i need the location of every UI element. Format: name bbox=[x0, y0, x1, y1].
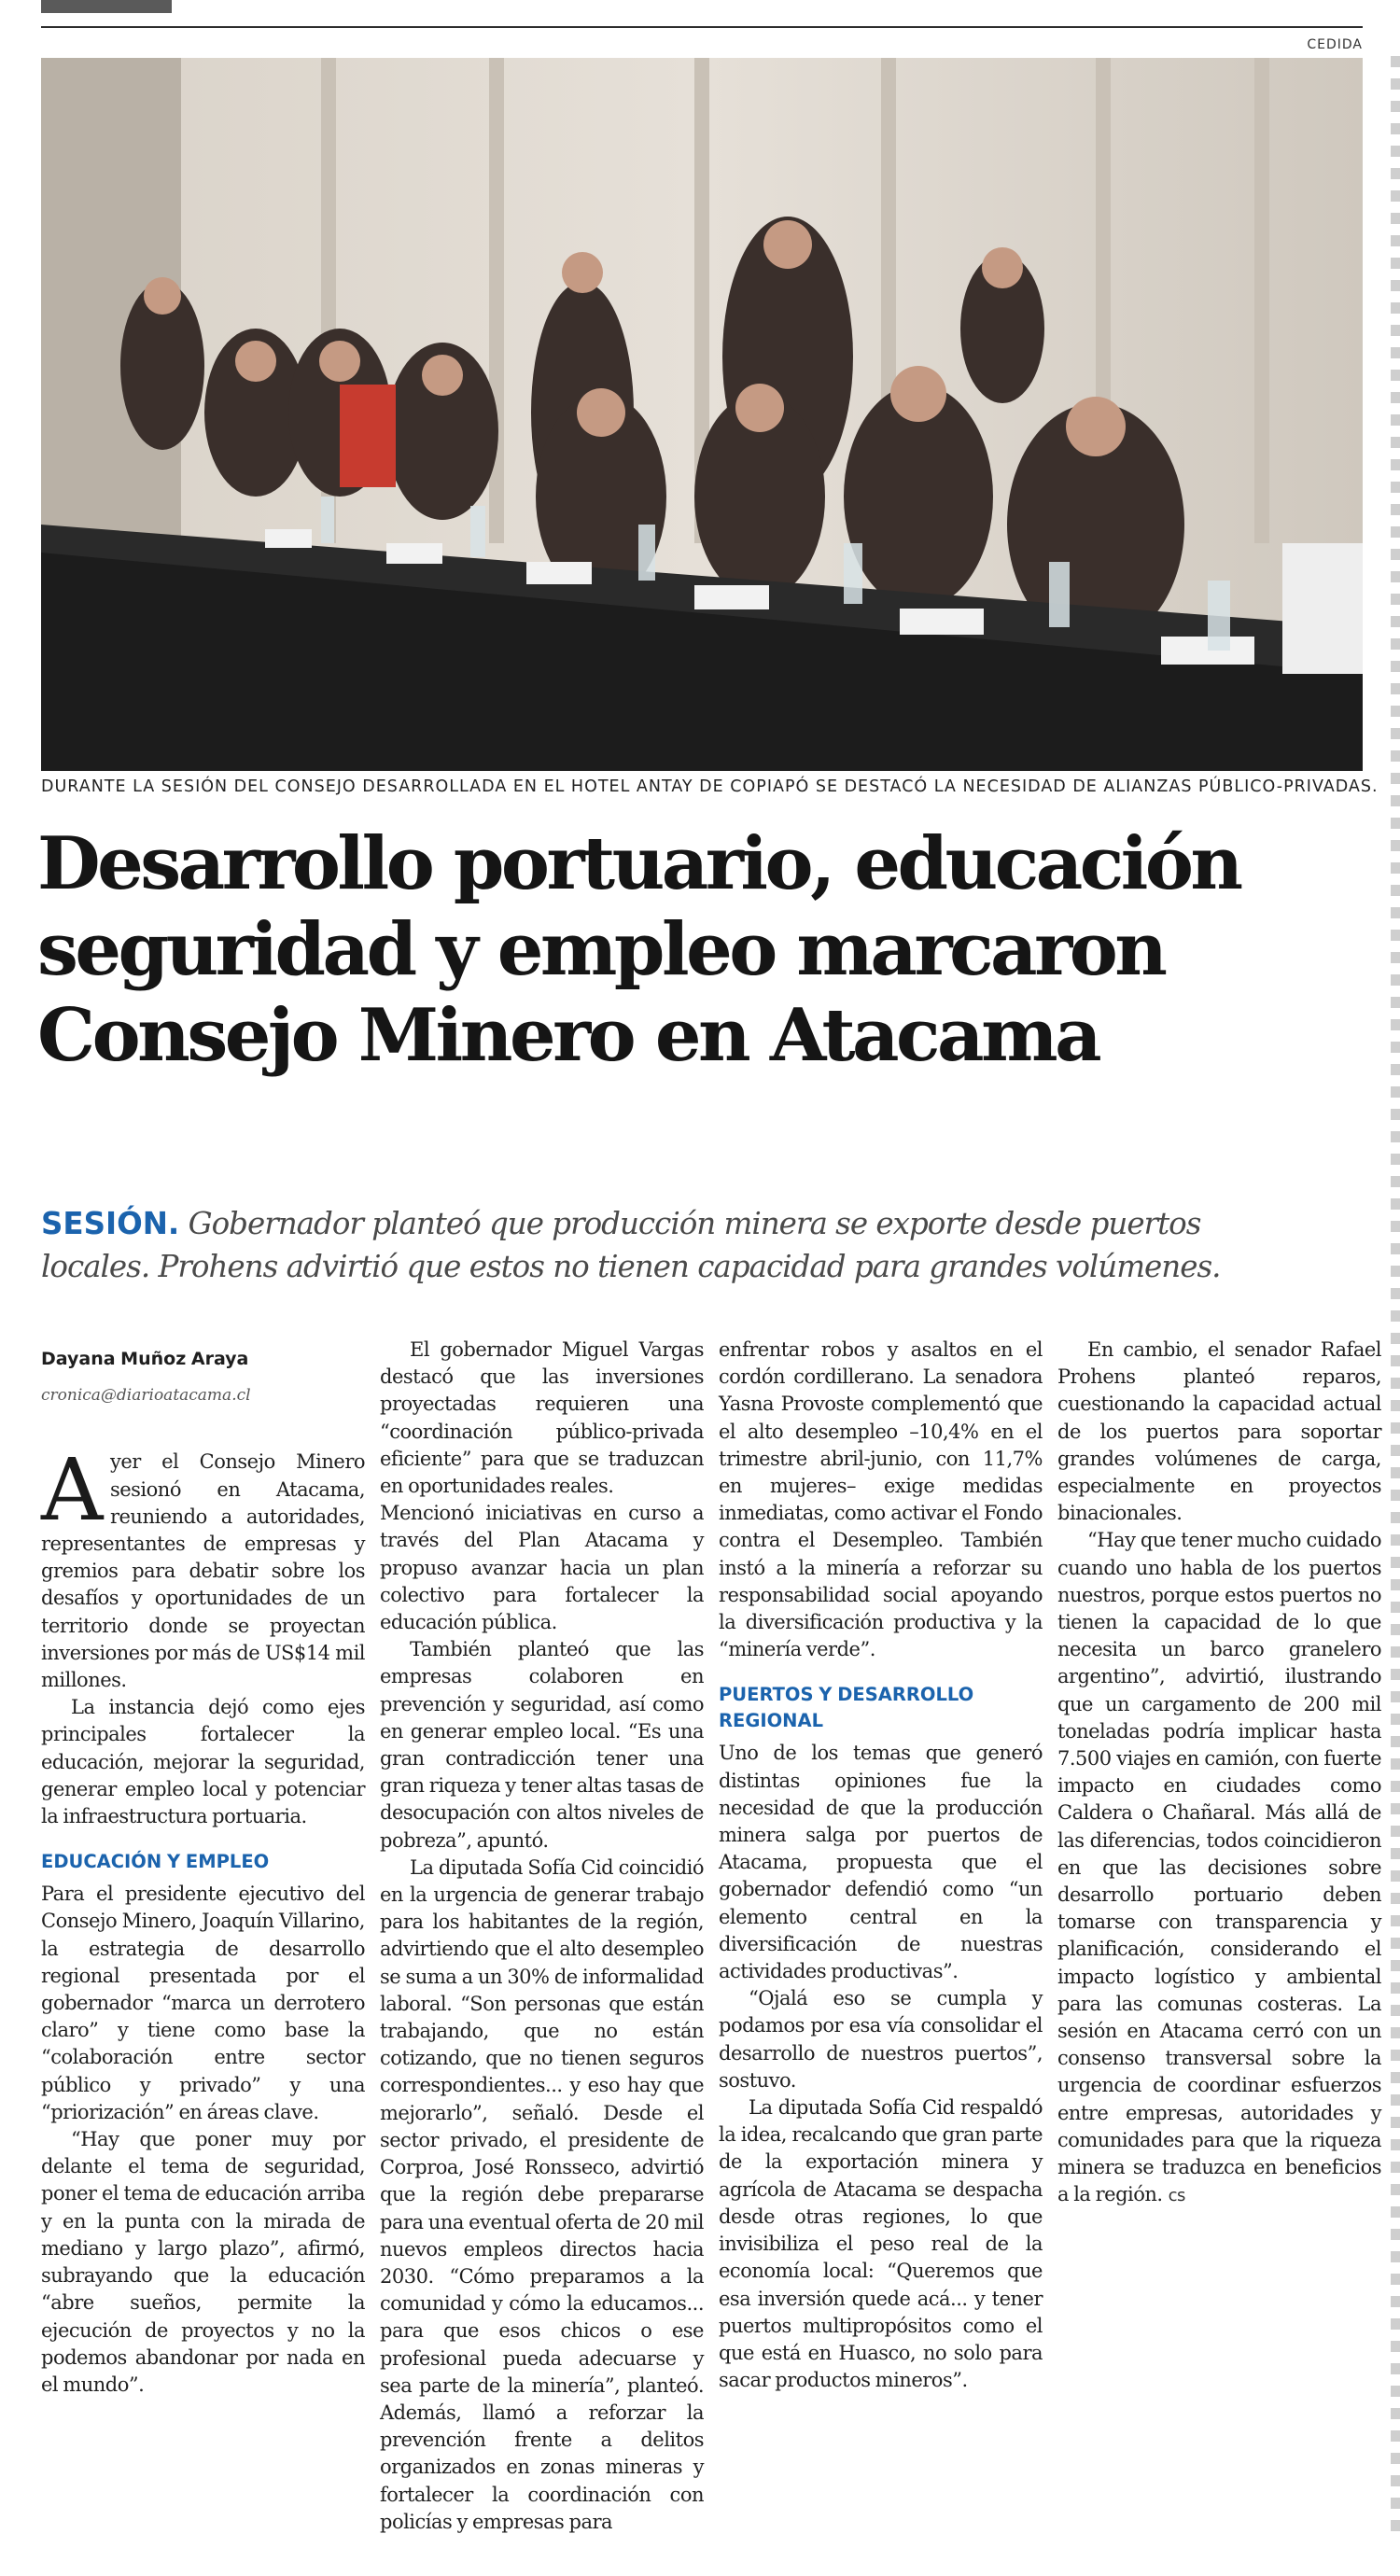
deck-line-2: locales. Prohens advirtió que estos no tienen capacidad para grandes volúmenes. bbox=[41, 1249, 1221, 1284]
paragraph: La diputada Sofía Cid respaldó la idea, recalcando que gran parte de la exportación minera y agrícola de Atacama se despacha desde otras regiones, lo que invisibiliza el peso real de la economía local: “Queremos que esa inversión quede acá... y tener puertos multipropósitos como el que está en Huasco, no solo para sacar productos mineros”. bbox=[719, 2096, 1043, 2392]
paragraph: Mencionó iniciativas en curso a través del Plan Atacama y propuso avanzar hacia un plan colectivo para fortalecer la educación pública. bbox=[380, 1502, 704, 1634]
deck-text-1: Gobernador planteó que producción minera se exporte desde puertos bbox=[188, 1206, 1201, 1241]
subhead-ports: PUERTOS Y DESARROLLO REGIONAL bbox=[719, 1684, 974, 1732]
column-4 bbox=[1057, 1337, 1381, 2210]
paragraph bbox=[41, 1440, 365, 1694]
subhead-education: EDUCACIÓN Y EMPLEO bbox=[41, 1851, 270, 1873]
paragraph: También planteó que las empresas colaboren en prevención y seguridad, así como en generar empleo local. “Es una gran contradicción tener una gran riqueza y tener altas tasas de desocupación con altos niveles de pobreza”, apuntó. bbox=[380, 1638, 704, 1852]
photo-caption: DURANTE LA SESIÓN DEL CONSEJO DESARROLLADA EN EL HOTEL ANTAY DE COPIAPÓ SE DESTACÓ LA NECESIDAD DE ALIANZAS PÚBLICO-PRIVADAS. bbox=[41, 777, 1379, 796]
column-2 bbox=[380, 1337, 704, 2536]
paragraph: Para el presidente ejecutivo del Consejo Minero, Joaquín Villarino, la estrategia de desarrollo regional presentada por el gobernador “marca un derrotero claro” y tiene como base la “colaboración entre sector público y privado” y una “priorización” en áreas clave. bbox=[41, 1883, 365, 2123]
paragraph-text: yer el Consejo Minero sesionó en Atacama, reuniendo a autoridades, representantes de empresas y gremios para debatir sobre los desafíos y oportunidades de un territorio donde se proyectan inversiones por más de US$14 mil millones. bbox=[41, 1450, 365, 1692]
top-rule bbox=[41, 26, 1363, 28]
paragraph: La instancia dejó como ejes principales fortalecer la educación, mejorar la seguridad, generar empleo local y potenciar la infraestructura portuaria. bbox=[41, 1696, 365, 1828]
paragraph-text: “Hay que tener mucho cuidado cuando uno habla de los puertos nuestros, porque estos puertos no tienen la capacidad de lo que necesita un barco granelero argentino”, advirtió, ilustrando que un cargamento de 200 mil toneladas podría implicar hasta 7.500 viajes en camión, con fuerte impacto en ciudades como Caldera o Chañaral. Más allá de las diferencias, todos coincidieron en que las decisiones sobre desarrollo portuario deben tomarse con transparencia y planificación, considerando el impacto logístico y ambiental para las comunas costeras. La sesión en Atacama cerró con un consenso transversal sobre la urgencia de coordinar esfuerzos entre empresas, autoridades y comunidades para que la riqueza minera se traduzca en beneficios a la región. bbox=[1057, 1529, 1381, 2206]
meeting-photo-icon bbox=[41, 58, 1363, 771]
author-email: cronica@diarioatacama.cl bbox=[41, 1386, 251, 1406]
paragraph: La diputada Sofía Cid coincidió en la urgencia de generar trabajo para los habitantes de la región, advirtiendo que el alto desempleo se suma a un 30% de informalidad laboral. “Son personas que están trabajando, que no están cotizando, que no tienen seguros correspondientes... y eso hay que mejorarlo”, señaló. Desde el sector privado, el presidente de Corproa, José Ronsseco, advirtió que la región debe prepararse para una eventual oferta de 20 mil nuevos empleos directos hacia 2030. “Cómo preparamos a la comunidad y cómo la educamos... para que esos chicos o ese profesional pueda adecuarse y sea parte de la minería”, planteó. Además, llamó a reforzar la prevención frente a delitos organizados en zonas mineras y fortalecer la coordinación con policías y empresas para bbox=[380, 1855, 704, 2533]
paragraph-continued: enfrentar robos y asaltos en el cordón cordillerano. La senadora Yasna Provoste complementó que el alto desempleo –10,4% en el trimestre abril-junio, con 11,7% en mujeres– exige medidas inmediatas, como activar el Fondo contra el Desempleo. También instó a la minería a reforzar su responsabilidad social apoyando la diversificación productiva y la “minería verde”. bbox=[719, 1338, 1043, 1661]
column-1 bbox=[41, 1337, 365, 2399]
drop-cap: A bbox=[41, 1440, 103, 1541]
deck-line-1 bbox=[41, 1202, 1366, 1245]
end-mark-icon: cs bbox=[1168, 2186, 1185, 2206]
adjacent-page-edge bbox=[1391, 56, 1400, 2539]
headline bbox=[37, 821, 1372, 1079]
photo-credit: CEDIDA bbox=[1307, 37, 1363, 52]
article-body bbox=[41, 1337, 1381, 2550]
headline-line: seguridad y empleo marcaron bbox=[37, 907, 1165, 992]
section-tab bbox=[41, 0, 172, 13]
paragraph: “Ojalá eso se cumpla y podamos por esa vía consolidar el desarrollo de nuestros puertos”, sostuvo. bbox=[719, 1987, 1043, 2092]
paragraph: Uno de los temas que generó distintas opiniones fue la necesidad de que la producción minera salga por puertos de Atacama, propuesta que el gobernador defendió como “un elemento central en la diversificación de nuestras actividades productivas”. bbox=[719, 1742, 1043, 1983]
paragraph: En cambio, el senador Rafael Prohens planteó reparos, cuestionando la capacidad actual de los puertos para soportar grandes volúmenes de carga, especialmente en proyectos binacionales. bbox=[1057, 1338, 1381, 1525]
paragraph bbox=[1057, 1527, 1381, 2209]
author-name: Dayana Muñoz Araya bbox=[41, 1349, 249, 1369]
deck-kicker: SESIÓN. bbox=[41, 1206, 180, 1241]
paragraph: El gobernador Miguel Vargas destacó que las inversiones proyectadas requieren una “coordinación público-privada eficiente” para que se traduzcan en oportunidades reales. bbox=[380, 1338, 704, 1498]
paragraph: “Hay que poner muy por delante el tema de seguridad, poner el tema de educación arriba y en la punta con la mirada de mediano y largo plazo”, afirmó, subrayando que la educación “abre sueños, permite la ejecución de proyectos y no la podemos abandonar por nada en el mundo”. bbox=[41, 2128, 365, 2396]
meeting-photo bbox=[41, 58, 1363, 771]
headline-line: Desarrollo portuario, educación bbox=[37, 821, 1240, 906]
deck bbox=[41, 1202, 1366, 1288]
headline-line: Consejo Minero en Atacama bbox=[37, 993, 1099, 1078]
column-3 bbox=[719, 1337, 1043, 2394]
